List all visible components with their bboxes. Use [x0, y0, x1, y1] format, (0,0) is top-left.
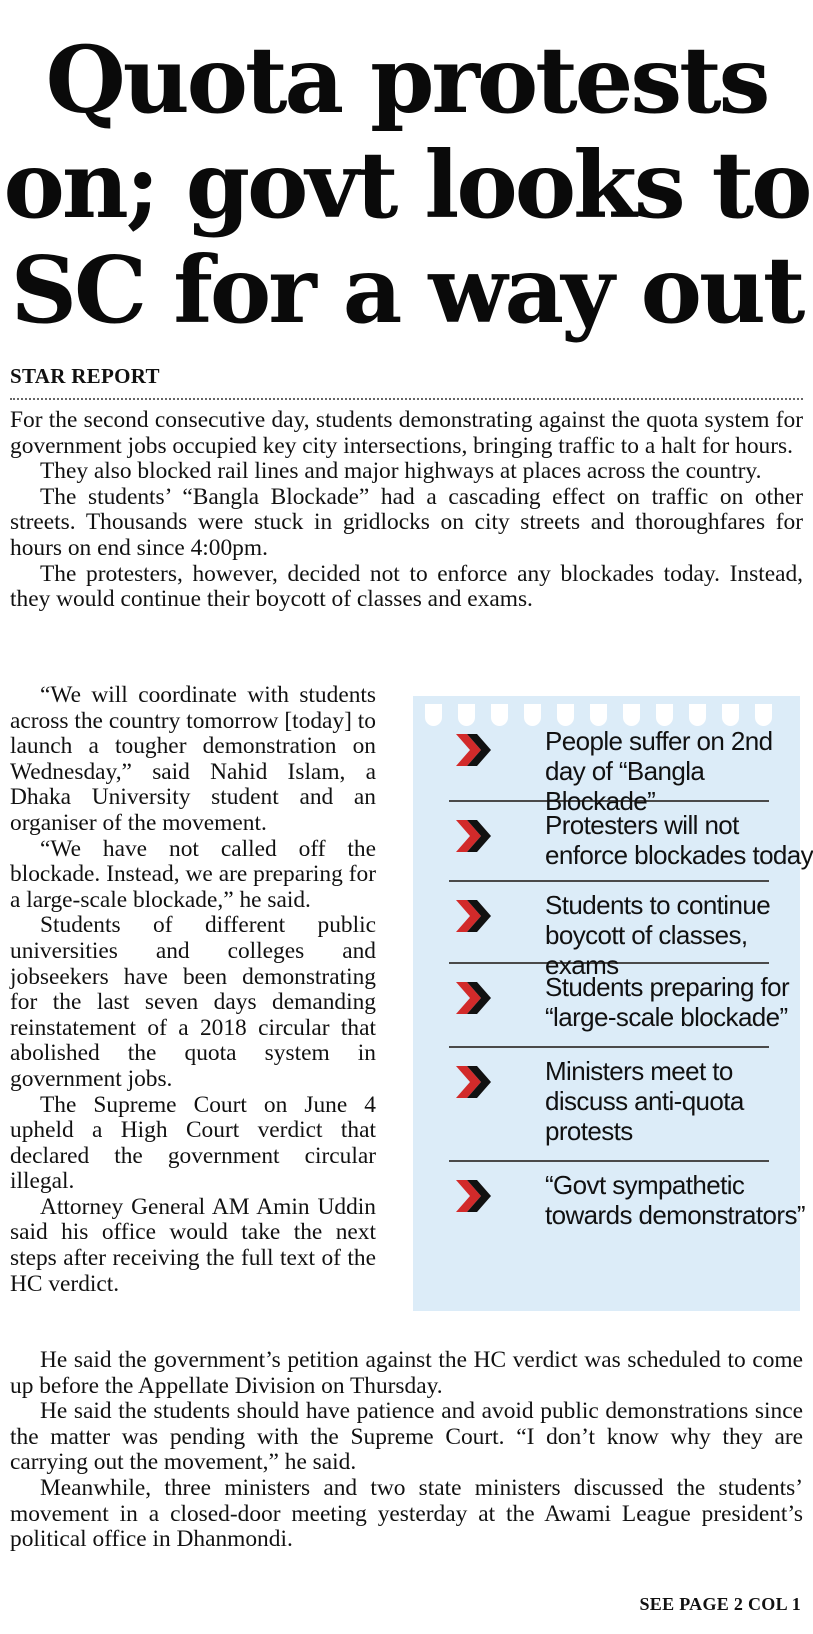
highlight-text: Students to continue boycott of classes, exams — [545, 890, 771, 980]
paragraph: They also blocked rail lines and major highways at places across the country. — [40, 458, 762, 485]
notepad-hole — [623, 704, 640, 726]
notepad-hole — [590, 704, 607, 726]
notepad-hole — [557, 704, 574, 726]
notepad-hole — [656, 704, 673, 726]
paragraph: Students of different public universities and colleges and jobseekers have been demonstrating for the last seven days demanding reinstatement of a 2018 circular that abolished the quota system in government jobs. — [10, 912, 376, 1092]
paragraph: “We have not called off the blockade. Instead, we are preparing for a large-scale blockade,” he said. — [10, 835, 376, 913]
highlight-text: Students preparing for “large-scale blockade” — [545, 972, 790, 1032]
article-body-bottom — [10, 1348, 803, 1553]
paragraph: “We will coordinate with students across the country tomorrow [today] to launch a tougher demonstration on Wednesday,” said Nahid Islam, a Dhaka University student and an organiser of the movement. — [10, 682, 376, 836]
headline: Quota protests on; govt looks to SC for a way out — [3, 26, 810, 344]
double-chevron-icon — [453, 730, 493, 770]
highlight-text: People suffer on 2nd day of “Bangla Blockade” — [545, 726, 773, 816]
paragraph: Meanwhile, three ministers and two state ministers discussed the students’ movement in a closed-door meeting yesterday at the Awami League president’s political office in Dhanmondi. — [10, 1474, 803, 1553]
paragraph: He said the government’s petition against the HC verdict was scheduled to come up before the Appellate Division on Thursday. — [10, 1347, 803, 1399]
highlight-item — [449, 882, 771, 980]
byline: STAR REPORT — [10, 364, 160, 388]
double-chevron-icon — [453, 1176, 493, 1216]
dotted-divider — [10, 398, 803, 400]
notepad-hole — [425, 704, 442, 726]
notepad-hole — [755, 704, 772, 726]
paragraph: The protesters, however, decided not to enforce any blockades today. Instead, they would continue their boycott of classes and exams. — [10, 560, 803, 613]
double-chevron-icon — [453, 978, 493, 1018]
notepad-hole — [524, 704, 541, 726]
highlight-text: Ministers meet to discuss anti-quota protests — [545, 1056, 744, 1146]
article-body-top — [10, 408, 803, 613]
double-chevron-icon — [453, 896, 493, 936]
paragraph: Attorney General AM Amin Uddin said his office would take the next steps after receiving the full text of the HC verdict. — [10, 1193, 376, 1297]
highlight-item — [449, 724, 773, 816]
notepad-hole — [689, 704, 706, 726]
highlight-text: Protesters will not enforce blockades today — [545, 810, 813, 870]
paragraph: He said the students should have patience and avoid public demonstrations since the matter was pending with the Supreme Court. “I don’t know why they are carrying out the movement,” he said. — [10, 1398, 803, 1476]
notepad-hole — [491, 704, 508, 726]
article-body-column — [10, 683, 376, 1297]
highlight-item — [449, 802, 813, 882]
notepad-hole — [722, 704, 739, 726]
paragraph: The students’ “Bangla Blockade” had a cascading effect on traffic on other streets. Thousands were stuck in gridlocks on city streets and thoroughfares for hours on end since 4:00pm. — [10, 483, 803, 561]
highlight-item — [449, 1048, 769, 1162]
highlight-item — [449, 1162, 805, 1242]
notepad-holes — [425, 704, 785, 724]
continued-jump-line: SEE PAGE 2 COL 1 — [639, 1594, 801, 1614]
highlight-text: “Govt sympathetic towards demonstrators” — [545, 1170, 805, 1230]
highlights-sidebar — [413, 696, 813, 1311]
double-chevron-icon — [453, 816, 493, 856]
notepad-hole — [458, 704, 475, 726]
highlight-item — [449, 964, 790, 1048]
double-chevron-icon — [453, 1062, 493, 1102]
paragraph: The Supreme Court on June 4 upheld a High Court verdict that declared the government circular illegal. — [10, 1091, 376, 1195]
paragraph: For the second consecutive day, students demonstrating against the quota system for government jobs occupied key city intersections, bringing traffic to a halt for hours. — [10, 407, 803, 459]
